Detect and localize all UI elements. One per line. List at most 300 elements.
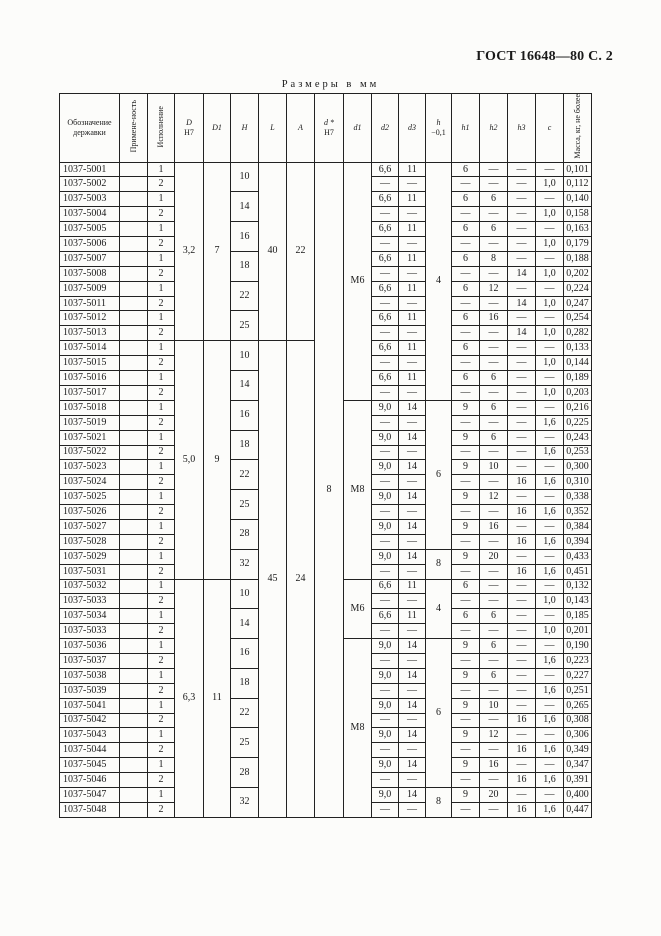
c-cell: 1,0 [536,207,564,222]
designation-cell: 1037-5027 [60,519,120,534]
mass-cell: 0,189 [564,371,592,386]
execution-cell: 1 [148,311,175,326]
mass-cell: 0,225 [564,415,592,430]
d3-cell: 14 [399,430,426,445]
applicability-cell [120,743,148,758]
h1-cell: 6 [452,222,480,237]
d2-cell: — [372,802,399,817]
d2-cell: — [372,296,399,311]
d2-cell: — [372,356,399,371]
mass-cell: 0,251 [564,683,592,698]
c-cell: 1,0 [536,177,564,192]
d3-cell: — [399,534,426,549]
applicability-cell [120,624,148,639]
h3-cell: 16 [508,773,536,788]
mass-cell: 0,433 [564,549,592,564]
h3-cell: 16 [508,743,536,758]
designation-cell: 1037-5003 [60,192,120,207]
execution-cell: 2 [148,802,175,817]
mass-cell: 0,101 [564,162,592,177]
h2-cell: 10 [480,698,508,713]
col-h2: h2 [480,94,508,163]
mass-cell: 0,163 [564,222,592,237]
h1-cell: 6 [452,162,480,177]
d2-cell: 9,0 [372,698,399,713]
h3-cell: — [508,192,536,207]
h2-cell: 6 [480,222,508,237]
d3-cell: — [399,683,426,698]
cell-D: 3,2 [175,162,204,341]
execution-cell: 2 [148,594,175,609]
d2-cell: 6,6 [372,222,399,237]
cell-H: 32 [231,549,259,579]
designation-cell: 1037-5028 [60,534,120,549]
d3-cell: — [399,802,426,817]
designation-cell: 1037-5039 [60,683,120,698]
mass-cell: 0,143 [564,594,592,609]
execution-cell: 1 [148,222,175,237]
h3-cell: — [508,341,536,356]
h3-cell: — [508,698,536,713]
h3-cell: 16 [508,802,536,817]
h3-cell: — [508,490,536,505]
execution-cell: 1 [148,668,175,683]
h2-cell: — [480,475,508,490]
applicability-cell [120,415,148,430]
h3-cell: — [508,445,536,460]
d3-cell: 14 [399,400,426,415]
applicability-cell [120,519,148,534]
cell-H: 10 [231,579,259,609]
applicability-cell [120,430,148,445]
h3-cell: — [508,758,536,773]
c-cell: 1,6 [536,445,564,460]
h3-cell: — [508,385,536,400]
designation-cell: 1037-5015 [60,356,120,371]
h2-cell: — [480,624,508,639]
cell-D: 5,0 [175,341,204,579]
h1-cell: 9 [452,490,480,505]
cell-H: 25 [231,490,259,520]
designation-cell: 1037-5018 [60,400,120,415]
execution-cell: 2 [148,743,175,758]
d3-cell: 11 [399,222,426,237]
h2-cell: — [480,266,508,281]
d3-cell: — [399,773,426,788]
h3-cell: — [508,728,536,743]
col-h3: h3 [508,94,536,163]
applicability-cell [120,579,148,594]
d2-cell: — [372,445,399,460]
h3-cell: 16 [508,713,536,728]
h1-cell: 9 [452,430,480,445]
designation-cell: 1037-5036 [60,639,120,654]
mass-cell: 0,391 [564,773,592,788]
applicability-cell [120,385,148,400]
d2-cell: — [372,415,399,430]
h2-cell: — [480,802,508,817]
c-cell: — [536,698,564,713]
d2-cell: 9,0 [372,490,399,505]
mass-cell: 0,352 [564,505,592,520]
d3-cell: — [399,713,426,728]
h3-cell: — [508,177,536,192]
cell-H: 14 [231,371,259,401]
mass-cell: 0,223 [564,653,592,668]
h3-cell: 16 [508,475,536,490]
mass-cell: 0,216 [564,400,592,415]
h2-cell: — [480,743,508,758]
cell-H: 16 [231,400,259,430]
applicability-cell [120,281,148,296]
cell-A: 22 [287,162,315,341]
c-cell: 1,6 [536,564,564,579]
cell-h: 4 [426,162,452,400]
h3-cell: — [508,430,536,445]
applicability-cell [120,490,148,505]
h2-cell: 16 [480,311,508,326]
execution-cell: 1 [148,698,175,713]
c-cell: 1,6 [536,534,564,549]
h1-cell: — [452,385,480,400]
cell-d1: M8 [344,400,372,579]
d2-cell: — [372,713,399,728]
mass-cell: 0,306 [564,728,592,743]
applicability-cell [120,237,148,252]
execution-cell: 1 [148,609,175,624]
h2-cell: — [480,207,508,222]
h1-cell: — [452,207,480,222]
h2-cell: — [480,594,508,609]
execution-cell: 2 [148,326,175,341]
designation-cell: 1037-5005 [60,222,120,237]
h2-cell: — [480,445,508,460]
c-cell: — [536,639,564,654]
mass-cell: 0,451 [564,564,592,579]
d3-cell: 14 [399,549,426,564]
h2-cell: — [480,415,508,430]
mass-cell: 0,179 [564,237,592,252]
execution-cell: 2 [148,713,175,728]
c-cell: 1,0 [536,385,564,400]
applicability-cell [120,534,148,549]
c-cell: — [536,430,564,445]
h1-cell: — [452,802,480,817]
d2-cell: — [372,505,399,520]
d2-cell: 6,6 [372,341,399,356]
cell-d1: M6 [344,579,372,639]
h3-cell: 16 [508,564,536,579]
mass-cell: 0,384 [564,519,592,534]
designation-cell: 1037-5045 [60,758,120,773]
h2-cell: — [480,237,508,252]
h2-cell: 20 [480,549,508,564]
execution-cell: 2 [148,773,175,788]
applicability-cell [120,549,148,564]
c-cell: — [536,281,564,296]
c-cell: — [536,311,564,326]
h3-cell: — [508,579,536,594]
d3-cell: — [399,415,426,430]
h3-cell: — [508,356,536,371]
designation-cell: 1037-5011 [60,296,120,311]
h3-cell: — [508,415,536,430]
execution-cell: 1 [148,341,175,356]
execution-cell: 1 [148,162,175,177]
d2-cell: 9,0 [372,668,399,683]
d3-cell: 11 [399,281,426,296]
col-designation: Обозначение державки [60,94,120,163]
h1-cell: — [452,505,480,520]
h1-cell: — [452,653,480,668]
h2-cell: — [480,683,508,698]
col-mass: Масса, кг, не более [564,94,592,163]
cell-L: 45 [259,341,287,818]
cell-H: 25 [231,728,259,758]
d2-cell: 9,0 [372,519,399,534]
mass-cell: 0,185 [564,609,592,624]
h1-cell: — [452,326,480,341]
h1-cell: 9 [452,519,480,534]
mass-cell: 0,224 [564,281,592,296]
h1-cell: 6 [452,341,480,356]
h3-cell: — [508,683,536,698]
h1-cell: 6 [452,609,480,624]
execution-cell: 1 [148,251,175,266]
col-d: d * H7 [315,94,344,163]
d2-cell: 9,0 [372,758,399,773]
c-cell: — [536,579,564,594]
applicability-cell [120,475,148,490]
d2-cell: — [372,653,399,668]
h3-cell: — [508,281,536,296]
c-cell: — [536,787,564,802]
mass-cell: 0,132 [564,579,592,594]
mass-cell: 0,133 [564,341,592,356]
applicability-cell [120,668,148,683]
c-cell: — [536,400,564,415]
h2-cell: 6 [480,609,508,624]
h3-cell: — [508,222,536,237]
h3-cell: 14 [508,326,536,341]
h2-cell: 6 [480,400,508,415]
cell-H: 22 [231,281,259,311]
h1-cell: — [452,713,480,728]
execution-cell: 2 [148,356,175,371]
h1-cell: — [452,564,480,579]
c-cell: — [536,549,564,564]
h1-cell: — [452,534,480,549]
h3-cell: — [508,609,536,624]
applicability-cell [120,371,148,386]
d3-cell: 11 [399,192,426,207]
cell-h: 8 [426,787,452,817]
execution-cell: 2 [148,475,175,490]
h1-cell: 9 [452,698,480,713]
c-cell: — [536,728,564,743]
c-cell: 1,0 [536,356,564,371]
cell-h: 6 [426,639,452,788]
table-subtitle: Размеры в мм [281,79,380,90]
d3-cell: — [399,237,426,252]
h1-cell: — [452,237,480,252]
c-cell: — [536,341,564,356]
c-cell: 1,6 [536,773,564,788]
designation-cell: 1037-5008 [60,266,120,281]
mass-cell: 0,338 [564,490,592,505]
h3-cell: — [508,237,536,252]
h2-cell: — [480,653,508,668]
d2-cell: 9,0 [372,460,399,475]
d3-cell: — [399,653,426,668]
applicability-cell [120,802,148,817]
h2-cell: 6 [480,668,508,683]
d3-cell: 14 [399,639,426,654]
c-cell: 1,6 [536,475,564,490]
designation-cell: 1037-5041 [60,698,120,713]
d2-cell: — [372,773,399,788]
h2-cell: — [480,534,508,549]
d2-cell: — [372,177,399,192]
c-cell: 1,6 [536,415,564,430]
designation-cell: 1037-5026 [60,505,120,520]
d3-cell: 14 [399,668,426,683]
cell-H: 25 [231,311,259,341]
d2-cell: 9,0 [372,430,399,445]
cell-H: 14 [231,192,259,222]
cell-A: 24 [287,341,315,818]
h3-cell: — [508,311,536,326]
h1-cell: — [452,624,480,639]
h1-cell: — [452,743,480,758]
execution-cell: 2 [148,653,175,668]
d2-cell: 6,6 [372,192,399,207]
col-A: A [287,94,315,163]
h1-cell: — [452,356,480,371]
execution-cell: 1 [148,549,175,564]
applicability-cell [120,594,148,609]
h2-cell: 20 [480,787,508,802]
d3-cell: 11 [399,579,426,594]
h3-cell: 14 [508,266,536,281]
h2-cell: 6 [480,639,508,654]
col-D1: D1 [204,94,231,163]
h2-cell: — [480,177,508,192]
execution-cell: 1 [148,400,175,415]
h3-cell: — [508,371,536,386]
h3-cell: — [508,162,536,177]
h3-cell: — [508,251,536,266]
mass-cell: 0,310 [564,475,592,490]
d3-cell: — [399,326,426,341]
designation-cell: 1037-5017 [60,385,120,400]
h1-cell: 9 [452,758,480,773]
h1-cell: 9 [452,549,480,564]
cell-H: 18 [231,668,259,698]
d3-cell: 11 [399,371,426,386]
h1-cell: — [452,683,480,698]
h2-cell: — [480,713,508,728]
h2-cell: — [480,162,508,177]
applicability-cell [120,505,148,520]
mass-cell: 0,349 [564,743,592,758]
h1-cell: — [452,177,480,192]
h2-cell: 6 [480,371,508,386]
h1-cell: 9 [452,668,480,683]
execution-cell: 2 [148,385,175,400]
h1-cell: — [452,773,480,788]
cell-D1: 9 [204,341,231,579]
execution-cell: 1 [148,758,175,773]
d2-cell: — [372,564,399,579]
mass-cell: 0,254 [564,311,592,326]
designation-cell: 1037-5013 [60,326,120,341]
mass-cell: 0,400 [564,787,592,802]
applicability-cell [120,341,148,356]
cell-d: 8 [315,162,344,817]
execution-cell: 2 [148,624,175,639]
d3-cell: — [399,594,426,609]
d2-cell: 6,6 [372,251,399,266]
cell-H: 14 [231,609,259,639]
execution-cell: 2 [148,564,175,579]
h1-cell: — [452,594,480,609]
c-cell: — [536,519,564,534]
d2-cell: 9,0 [372,787,399,802]
d2-cell: 6,6 [372,371,399,386]
h1-cell: 6 [452,281,480,296]
execution-cell: 1 [148,490,175,505]
h2-cell: — [480,773,508,788]
designation-cell: 1037-5042 [60,713,120,728]
applicability-cell [120,251,148,266]
c-cell: 1,0 [536,594,564,609]
d2-cell: — [372,207,399,222]
h2-cell: — [480,564,508,579]
applicability-cell [120,698,148,713]
execution-cell: 1 [148,519,175,534]
h2-cell: 8 [480,251,508,266]
mass-cell: 0,394 [564,534,592,549]
mass-cell: 0,201 [564,624,592,639]
execution-cell: 2 [148,445,175,460]
cell-h: 6 [426,400,452,549]
d3-cell: 14 [399,698,426,713]
d3-cell: 14 [399,460,426,475]
d2-cell: 9,0 [372,549,399,564]
applicability-cell [120,460,148,475]
h1-cell: — [452,266,480,281]
designation-cell: 1037-5022 [60,445,120,460]
d3-cell: — [399,385,426,400]
h1-cell: 9 [452,728,480,743]
h2-cell: — [480,385,508,400]
designation-cell: 1037-5033 [60,594,120,609]
designation-cell: 1037-5014 [60,341,120,356]
h2-cell: 12 [480,281,508,296]
execution-cell: 1 [148,579,175,594]
execution-cell: 2 [148,207,175,222]
execution-cell: 2 [148,237,175,252]
d3-cell: 14 [399,728,426,743]
designation-cell: 1037-5044 [60,743,120,758]
d3-cell: — [399,505,426,520]
cell-H: 18 [231,251,259,281]
applicability-cell [120,653,148,668]
c-cell: — [536,192,564,207]
col-D: D H7 [175,94,204,163]
h1-cell: — [452,475,480,490]
